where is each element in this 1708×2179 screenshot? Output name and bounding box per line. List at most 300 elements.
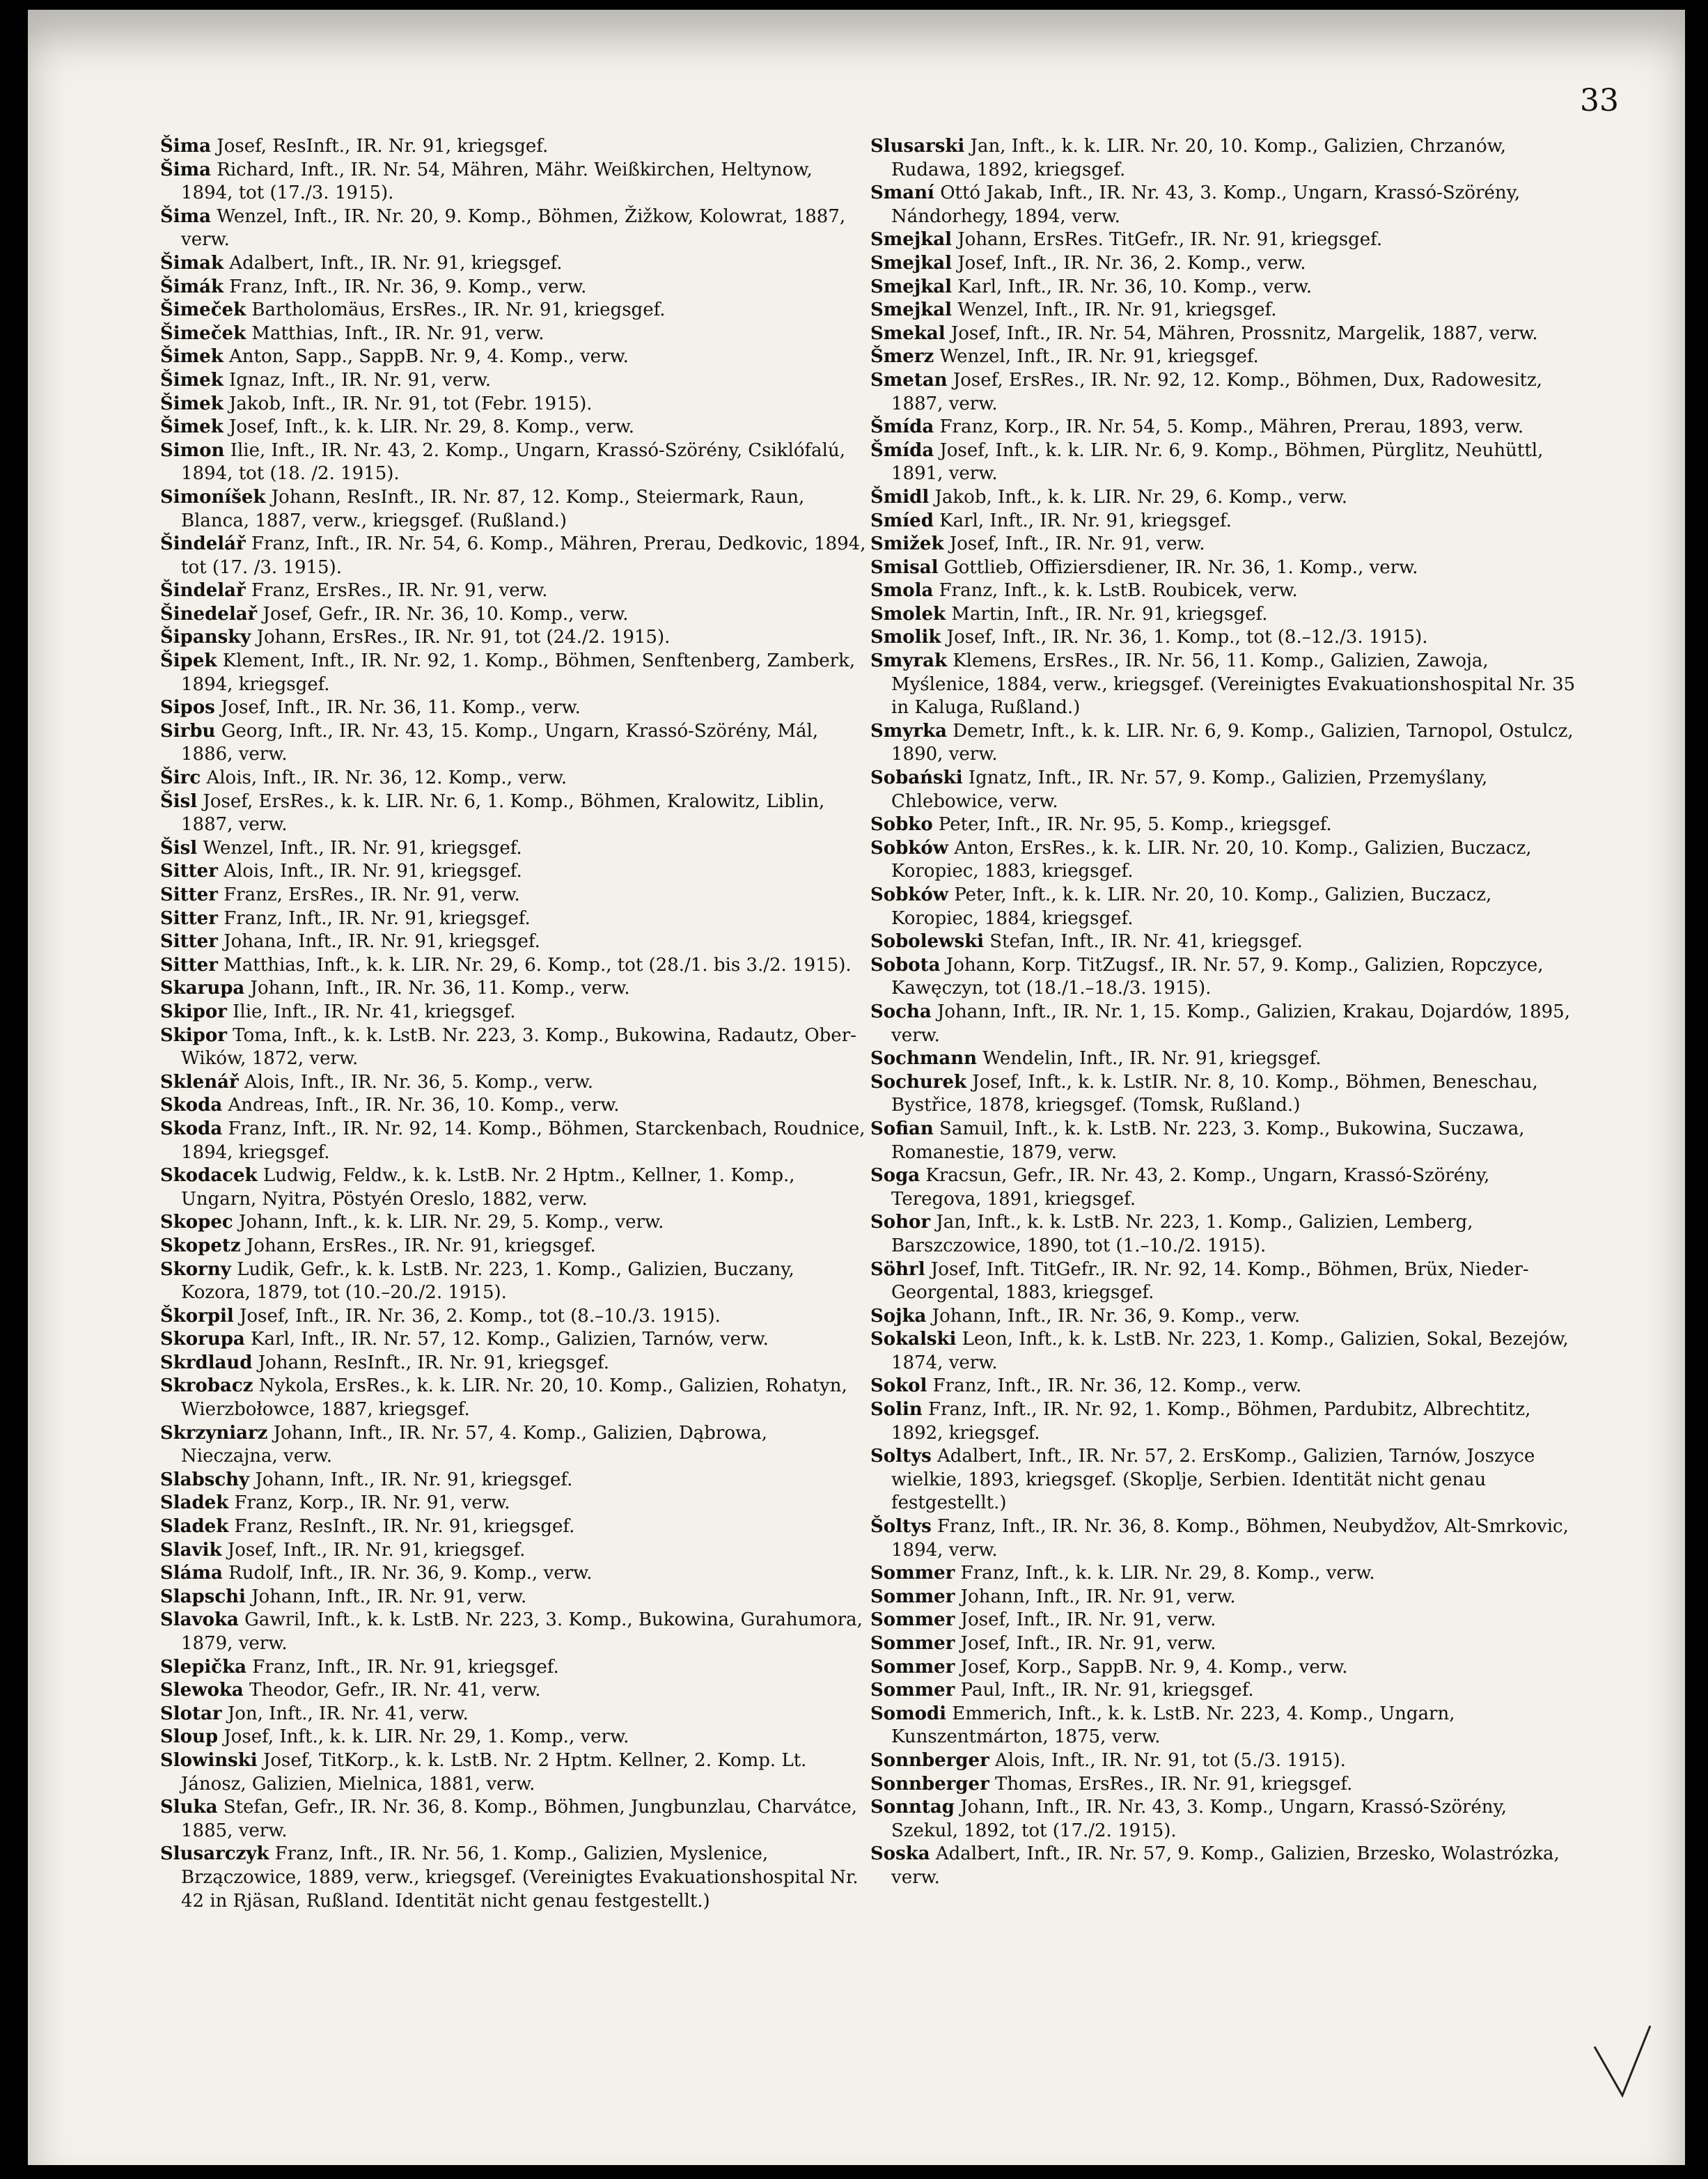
entry-details: Ilie, Inft., IR. Nr. 41, kriegsgef. [233, 1001, 516, 1022]
entry-details: Franz, Inft., IR. Nr. 36, 12. Komp., verw. [932, 1375, 1302, 1397]
right-column [870, 135, 1577, 1890]
entry-surname: Sommer [870, 1633, 955, 1654]
entry-details: Alois, Inft., IR. Nr. 91, tot (5./3. 1915). [995, 1749, 1346, 1771]
list-item [870, 930, 1577, 954]
entry-details: Franz, Inft., IR. Nr. 36, 8. Komp., Böhmen, Neubydžov, Alt-Smrkovic, 1894, verw. [891, 1516, 1569, 1561]
entry-details: Johann, Inft., IR. Nr. 91, verw. [251, 1586, 527, 1607]
entry-surname: Skrdlaud [160, 1352, 253, 1373]
list-item [870, 1796, 1577, 1843]
list-item [870, 1703, 1577, 1749]
entry-details: Wenzel, Inft., IR. Nr. 20, 9. Komp., Böhmen, Žižkow, Kolowrat, 1887, verw. [181, 205, 846, 251]
entry-details: Josef, Inft., IR. Nr. 54, Mähren, Prossnitz, Margelik, 1887, verw. [950, 322, 1538, 344]
entry-details: Josef, Inft. TitGefr., IR. Nr. 92, 14. Komp., Böhmen, Brüx, Nieder-Georgental, 1883, kriegsgef. [891, 1258, 1529, 1304]
entry-surname: Sirbu [160, 720, 216, 742]
entry-surname: Smejkal [870, 276, 952, 297]
list-item [160, 1375, 867, 1421]
pencil-mark-icon [1588, 2019, 1657, 2102]
entry-surname: Slewoka [160, 1680, 244, 1701]
entry-surname: Smaní [870, 182, 934, 204]
entry-details: Gottlieb, Offiziersdiener, IR. Nr. 36, 1. Komp., verw. [943, 556, 1418, 578]
list-item [870, 1843, 1577, 1889]
entry-surname: Šisl [160, 790, 198, 812]
list-item [160, 299, 867, 322]
entry-details: Josef, ErsRes., k. k. LIR. Nr. 6, 1. Komp., Böhmen, Kralowitz, Liblin, 1887, verw. [181, 790, 825, 836]
list-item [870, 276, 1577, 299]
entry-details: Richard, Inft., IR. Nr. 54, Mähren, Mähr. Weißkirchen, Heltynow, 1894, tot (17./3. 1915). [181, 159, 813, 204]
entry-details: Klement, Inft., IR. Nr. 92, 1. Komp., Böhmen, Senftenberg, Zamberk, 1894, kriegsgef. [181, 650, 856, 695]
entry-surname: Šipansky [160, 627, 251, 648]
entry-surname: Skodacek [160, 1165, 258, 1187]
entry-surname: Simoníšek [160, 486, 266, 508]
entry-details: Johann, ResInft., IR. Nr. 87, 12. Komp., Steiermark, Raun, Blanca, 1887, verw., kriegsgef. (Rußland.) [181, 486, 805, 531]
entry-details: Johann, Korp. TitZugsf., IR. Nr. 57, 9. Komp., Galizien, Ropczyce, Kawęczyn, tot (18./1.–18./3. 1915). [891, 954, 1544, 999]
list-item [870, 603, 1577, 627]
entry-details: Josef, ErsRes., IR. Nr. 92, 12. Komp., Böhmen, Dux, Radowesitz, 1887, verw. [891, 369, 1542, 414]
entry-surname: Skrobacz [160, 1375, 253, 1397]
list-item [160, 626, 867, 650]
list-item [160, 1352, 867, 1375]
entry-surname: Šimak [160, 252, 224, 274]
list-item [160, 159, 867, 205]
list-item [870, 1375, 1577, 1398]
entry-surname: Šmída [870, 416, 934, 438]
entry-details: Wenzel, Inft., IR. Nr. 91, kriegsgef. [957, 299, 1277, 321]
entry-details: Johann, ResInft., IR. Nr. 91, kriegsgef. [258, 1352, 609, 1373]
list-item [870, 182, 1577, 228]
entry-surname: Sluka [160, 1797, 218, 1818]
entry-details: Martin, Inft., IR. Nr. 91, kriegsgef. [951, 603, 1268, 625]
entry-details: Alois, Inft., IR. Nr. 36, 5. Komp., verw. [244, 1071, 594, 1093]
entry-details: Kracsun, Gefr., IR. Nr. 43, 2. Komp., Ungarn, Krassó-Szörény, Teregova, 1891, kriegsgef. [891, 1165, 1490, 1210]
entry-surname: Slabschy [160, 1469, 250, 1490]
entry-surname: Somodi [870, 1703, 947, 1724]
list-item [870, 1679, 1577, 1703]
entry-surname: Slepička [160, 1656, 246, 1678]
entry-surname: Smejkal [870, 252, 952, 274]
list-item [870, 1656, 1577, 1680]
entry-surname: Šimek [160, 416, 224, 438]
entry-surname: Sokol [870, 1375, 927, 1397]
list-item [160, 1796, 867, 1843]
list-item [160, 720, 867, 767]
list-item [160, 369, 867, 393]
entry-surname: Sonnberger [870, 1773, 989, 1795]
list-item [160, 439, 867, 486]
entry-details: Demetr, Inft., k. k. LIR. Nr. 6, 9. Komp., Galizien, Tarnopol, Ostulcz, 1890, verw. [891, 720, 1574, 765]
entry-surname: Smetan [870, 369, 948, 391]
list-item [870, 1562, 1577, 1586]
list-item [160, 1328, 867, 1352]
entry-details: Franz, ErsRes., IR. Nr. 91, verw. [224, 884, 520, 905]
list-item [160, 1422, 867, 1469]
list-item [160, 696, 867, 720]
entry-details: Wenzel, Inft., IR. Nr. 91, kriegsgef. [939, 346, 1259, 368]
entry-details: Karl, Inft., IR. Nr. 36, 10. Komp., verw. [957, 276, 1313, 297]
entry-surname: Sladek [160, 1492, 229, 1514]
entry-details: Josef, TitKorp., k. k. LstB. Nr. 2 Hptm. Kellner, 2. Komp. Lt. Jánosz, Galizien, Mielnica, 1881, verw. [181, 1749, 807, 1795]
list-item [160, 767, 867, 790]
entry-details: Johann, Inft., IR. Nr. 43, 3. Komp., Ungarn, Krassó-Szörény, Szekul, 1892, tot (17./2. 1915). [891, 1797, 1507, 1841]
entry-details: Alois, Inft., IR. Nr. 36, 12. Komp., verw. [206, 767, 567, 789]
entry-details: Franz, Inft., k. k. LstB. Roubicek, verw. [939, 580, 1298, 602]
list-item [870, 369, 1577, 416]
list-item [160, 1515, 867, 1539]
list-item [160, 1586, 867, 1609]
list-item [160, 1118, 867, 1164]
entry-details: Bartholomäus, ErsRes., IR. Nr. 91, kriegsgef. [251, 299, 666, 321]
entry-surname: Sofian [870, 1118, 934, 1139]
entry-surname: Soltys [870, 1446, 932, 1467]
entry-surname: Šimák [160, 276, 224, 297]
entry-details: Karl, Inft., IR. Nr. 91, kriegsgef. [939, 510, 1232, 531]
entry-details: Franz, Korp., IR. Nr. 54, 5. Komp., Mähren, Prerau, 1893, verw. [939, 416, 1524, 438]
list-item [160, 1164, 867, 1211]
list-item [160, 1656, 867, 1680]
entry-surname: Solin [870, 1399, 923, 1421]
entry-details: Matthias, Inft., k. k. LIR. Nr. 29, 6. Komp., tot (28./1. bis 3./2. 1915). [224, 954, 852, 976]
entry-details: Josef, Inft., IR. Nr. 91, verw. [949, 533, 1205, 555]
list-item [870, 1586, 1577, 1609]
entry-surname: Šimeček [160, 299, 246, 321]
entry-surname: Simon [160, 439, 225, 461]
entry-surname: Skarupa [160, 978, 245, 999]
list-item [870, 626, 1577, 650]
list-item [160, 1492, 867, 1515]
list-item [160, 393, 867, 416]
entry-details: Johann, Inft., IR. Nr. 36, 11. Komp., verw. [250, 978, 630, 999]
entry-details: Ludwig, Feldw., k. k. LstB. Nr. 2 Hptm., Kellner, 1. Komp., Ungarn, Nyitra, Pöstyén Oreslo, 1882, verw. [181, 1165, 795, 1210]
list-item [160, 135, 867, 159]
list-item [870, 1305, 1577, 1329]
entry-surname: Sobków [870, 884, 949, 905]
entry-surname: Smisal [870, 556, 939, 578]
entry-details: Alois, Inft., IR. Nr. 91, kriegsgef. [224, 861, 522, 882]
left-column [160, 135, 867, 1913]
entry-details: Franz, Korp., IR. Nr. 91, verw. [234, 1492, 510, 1514]
list-item [870, 1398, 1577, 1445]
entry-surname: Šindelář [160, 533, 246, 555]
list-item [870, 135, 1577, 182]
entry-surname: Smolek [870, 603, 946, 625]
entry-surname: Šimek [160, 393, 224, 414]
list-item [870, 579, 1577, 603]
entry-details: Josef, Inft., k. k. LstIR. Nr. 8, 10. Komp., Böhmen, Beneschau, Bystřice, 1878, kriegsgef. (Tomsk, Rußland.) [891, 1071, 1538, 1116]
entry-details: Franz, ErsRes., IR. Nr. 91, verw. [251, 580, 548, 602]
entry-details: Franz, Inft., IR. Nr. 91, kriegsgef. [224, 907, 531, 929]
entry-surname: Sonntag [870, 1797, 955, 1818]
entry-details: Franz, Inft., IR. Nr. 56, 1. Komp., Galizien, Myslenice, Brzączowice, 1889, verw., kriegsgef. (Vereinigtes Evakuationshospital Nr. 42 in Rjäsan, Rußland. Identität nicht genau festgestellt.) [181, 1843, 859, 1912]
list-item [160, 1539, 867, 1563]
list-item [160, 1024, 867, 1071]
entry-details: Toma, Inft., k. k. LstB. Nr. 223, 3. Komp., Bukowina, Radautz, Ober-Wików, 1872, verw. [181, 1024, 856, 1070]
entry-details: Adalbert, Inft., IR. Nr. 57, 2. ErsKomp., Galizien, Tarnów, Joszyce wielkie, 1893, kriegsgef. (Skoplje, Serbien. Identität nicht genau festgestellt.) [891, 1446, 1535, 1514]
entry-surname: Šisl [160, 837, 198, 859]
entry-details: Adalbert, Inft., IR. Nr. 57, 9. Komp., Galizien, Brzesko, Wolastrózka, verw. [891, 1843, 1560, 1888]
list-item [870, 1211, 1577, 1258]
list-item [870, 884, 1577, 930]
entry-surname: Sochmann [870, 1048, 978, 1070]
entry-details: Thomas, ErsRes., IR. Nr. 91, kriegsgef. [995, 1773, 1353, 1795]
list-item [870, 1328, 1577, 1375]
entry-surname: Šima [160, 159, 212, 180]
entry-details: Wenzel, Inft., IR. Nr. 91, kriegsgef. [203, 837, 522, 859]
entry-details: Gawril, Inft., k. k. LstB. Nr. 223, 3. Komp., Bukowina, Gurahumora, 1879, verw. [181, 1609, 863, 1654]
entry-surname: Slavik [160, 1539, 222, 1561]
list-item [870, 1749, 1577, 1773]
list-item [870, 1118, 1577, 1164]
entry-surname: Soga [870, 1165, 920, 1187]
entry-details: Stefan, Inft., IR. Nr. 41, kriegsgef. [989, 931, 1303, 953]
list-item [870, 1071, 1577, 1118]
entry-surname: Smejkal [870, 299, 952, 321]
entry-surname: Šimek [160, 346, 224, 368]
entry-surname: Smolik [870, 627, 941, 648]
list-item [870, 510, 1577, 533]
entry-surname: Sklenář [160, 1071, 239, 1093]
entry-details: Johann, Inft., IR. Nr. 36, 9. Komp., verw. [932, 1305, 1301, 1327]
list-item [870, 1001, 1577, 1047]
list-item [870, 767, 1577, 813]
entry-details: Theodor, Gefr., IR. Nr. 41, verw. [249, 1680, 541, 1701]
list-item [160, 1094, 867, 1118]
list-item [160, 486, 867, 533]
entry-details: Franz, Inft., IR. Nr. 91, kriegsgef. [252, 1656, 559, 1678]
list-item [870, 720, 1577, 767]
entry-surname: Smyrak [870, 650, 947, 672]
entry-surname: Sobota [870, 954, 941, 976]
entry-details: Jan, Inft., k. k. LIR. Nr. 20, 10. Komp., Galizien, Chrzanów, Rudawa, 1892, kriegsgef. [891, 136, 1507, 180]
entry-surname: Sommer [870, 1563, 955, 1584]
entry-surname: Šmerz [870, 346, 934, 368]
entry-details: Wendelin, Inft., IR. Nr. 91, kriegsgef. [982, 1048, 1322, 1070]
entry-details: Josef, ResInft., IR. Nr. 91, kriegsgef. [217, 136, 549, 157]
list-item [870, 1258, 1577, 1305]
entry-details: Franz, Inft., IR. Nr. 92, 14. Komp., Böhmen, Starckenbach, Roudnice, 1894, kriegsgef. [181, 1118, 865, 1163]
entry-surname: Šimek [160, 369, 224, 391]
entry-surname: Šipek [160, 650, 217, 672]
list-item [160, 579, 867, 603]
entry-surname: Sommer [870, 1680, 955, 1701]
entry-surname: Sitter [160, 954, 218, 976]
page-number: 33 [1580, 83, 1619, 118]
entry-surname: Sobko [870, 814, 933, 836]
entry-surname: Skipor [160, 1024, 227, 1046]
list-item [870, 345, 1577, 369]
list-item [160, 884, 867, 907]
list-item [160, 1001, 867, 1024]
entry-details: Josef, Inft., k. k. LIR. Nr. 6, 9. Komp., Böhmen, Pürglitz, Neuhüttl, 1891, verw. [891, 439, 1544, 485]
list-item [870, 954, 1577, 1001]
entry-details: Josef, Inft., IR. Nr. 36, 2. Komp., verw. [957, 252, 1306, 274]
entry-surname: Šimeček [160, 322, 246, 344]
list-item [160, 1258, 867, 1305]
list-item [160, 1211, 867, 1235]
list-item [160, 603, 867, 627]
entry-surname: Skorny [160, 1258, 231, 1280]
entry-details: Andreas, Inft., IR. Nr. 36, 10. Komp., verw. [228, 1095, 620, 1116]
entry-surname: Skopetz [160, 1235, 241, 1256]
entry-details: Samuil, Inft., k. k. LstB. Nr. 223, 3. Komp., Bukowina, Suczawa, Romanestie, 1879, verw. [891, 1118, 1525, 1163]
list-item [160, 1749, 867, 1796]
entry-details: Adalbert, Inft., IR. Nr. 91, kriegsgef. [229, 252, 563, 274]
entry-surname: Smola [870, 580, 934, 602]
entry-surname: Skrzyniarz [160, 1422, 268, 1444]
entry-details: Josef, Inft., IR. Nr. 91, kriegsgef. [227, 1539, 526, 1561]
entry-details: Jakob, Inft., IR. Nr. 91, tot (Febr. 1915). [229, 393, 593, 414]
entry-details: Ignatz, Inft., IR. Nr. 57, 9. Komp., Galizien, Przemyślany, Chlebowice, verw. [891, 767, 1488, 812]
list-item [160, 1609, 867, 1655]
entry-surname: Šoltys [870, 1516, 932, 1538]
list-item [160, 205, 867, 252]
entry-details: Franz, Inft., k. k. LIR. Nr. 29, 8. Komp., verw. [960, 1563, 1375, 1584]
entry-details: Peter, Inft., k. k. LIR. Nr. 20, 10. Komp., Galizien, Buczacz, Koropiec, 1884, kriegsgef. [891, 884, 1492, 929]
entry-surname: Sokalski [870, 1329, 957, 1350]
entry-surname: Šima [160, 205, 212, 227]
list-item [160, 345, 867, 369]
list-item [160, 1843, 867, 1913]
entry-surname: Sommer [870, 1656, 955, 1678]
list-item [160, 860, 867, 884]
list-item [160, 1305, 867, 1329]
entry-surname: Skoda [160, 1095, 223, 1116]
list-item [870, 1164, 1577, 1211]
entry-surname: Sobański [870, 767, 963, 789]
entry-surname: Smyrka [870, 720, 947, 742]
entry-details: Johann, Inft., IR. Nr. 57, 4. Komp., Galizien, Dąbrowa, Nieczajna, verw. [181, 1422, 767, 1467]
entry-details: Johann, Inft., k. k. LIR. Nr. 29, 5. Komp., verw. [238, 1212, 664, 1233]
entry-surname: Sitter [160, 884, 218, 905]
list-item [870, 486, 1577, 510]
list-item [160, 907, 867, 931]
entry-details: Georg, Inft., IR. Nr. 43, 15. Komp., Ungarn, Krassó-Szörény, Mál, 1886, verw. [181, 720, 819, 765]
list-item [870, 322, 1577, 346]
list-item [160, 1726, 867, 1749]
entry-details: Ignaz, Inft., IR. Nr. 91, verw. [229, 369, 492, 391]
list-item [160, 954, 867, 978]
entry-surname: Sobolewski [870, 931, 984, 953]
entry-details: Josef, Gefr., IR. Nr. 36, 10. Komp., verw. [263, 603, 629, 625]
entry-details: Jakob, Inft., k. k. LIR. Nr. 29, 6. Komp., verw. [934, 486, 1348, 508]
list-item [870, 556, 1577, 580]
list-item [160, 322, 867, 346]
list-item [160, 837, 867, 861]
entry-surname: Socha [870, 1001, 932, 1022]
list-item [160, 1562, 867, 1586]
entry-surname: Sloup [160, 1726, 219, 1748]
list-item [160, 790, 867, 837]
list-item [870, 1773, 1577, 1797]
entry-details: Rudolf, Inft., IR. Nr. 36, 9. Komp., verw. [228, 1563, 593, 1584]
entry-details: Johann, Inft., IR. Nr. 91, verw. [960, 1586, 1236, 1607]
entry-surname: Sitter [160, 931, 218, 953]
entry-surname: Skoda [160, 1118, 223, 1139]
list-item [870, 1047, 1577, 1071]
list-item [870, 1632, 1577, 1656]
entry-surname: Slavoka [160, 1609, 239, 1631]
entry-details: Anton, ErsRes., k. k. LIR. Nr. 20, 10. Komp., Galizien, Buczacz, Koropiec, 1883, kriegsgef. [891, 837, 1532, 882]
entry-details: Franz, Inft., IR. Nr. 36, 9. Komp., verw. [229, 276, 587, 297]
list-item [160, 1679, 867, 1703]
entry-details: Jon, Inft., IR. Nr. 41, verw. [227, 1703, 469, 1724]
entry-surname: Sipos [160, 697, 215, 719]
list-item [160, 252, 867, 276]
entry-surname: Slotar [160, 1703, 222, 1724]
entry-surname: Sommer [870, 1609, 955, 1631]
list-item [160, 276, 867, 299]
entry-details: Josef, Inft., IR. Nr. 91, verw. [960, 1609, 1216, 1631]
entry-details: Stefan, Gefr., IR. Nr. 36, 8. Komp., Böhmen, Jungbunzlau, Charvátce, 1885, verw. [181, 1797, 857, 1841]
entry-surname: Sommer [870, 1586, 955, 1607]
entry-surname: Smíed [870, 510, 934, 531]
list-item [870, 837, 1577, 884]
entry-details: Karl, Inft., IR. Nr. 57, 12. Komp., Galizien, Tarnów, verw. [251, 1329, 769, 1350]
entry-surname: Škorpil [160, 1305, 234, 1327]
entry-details: Josef, Inft., k. k. LIR. Nr. 29, 8. Komp., verw. [229, 416, 635, 438]
entry-surname: Šindelař [160, 580, 246, 602]
entry-surname: Smižek [870, 533, 944, 555]
entry-details: Leon, Inft., k. k. LstB. Nr. 223, 1. Komp., Galizien, Sokal, Bezejów, 1874, verw. [891, 1329, 1569, 1373]
entry-details: Paul, Inft., IR. Nr. 91, kriegsgef. [960, 1680, 1254, 1701]
list-item [160, 1235, 867, 1258]
list-item [160, 650, 867, 696]
list-item [160, 1703, 867, 1726]
entry-surname: Sladek [160, 1516, 229, 1538]
entry-details: Nykola, ErsRes., k. k. LIR. Nr. 20, 10. Komp., Galizien, Rohatyn, Wierzbołowce, 1887, kriegsgef. [181, 1375, 847, 1421]
document-page [28, 10, 1685, 2165]
entry-surname: Sonnberger [870, 1749, 989, 1771]
entry-surname: Skipor [160, 1001, 227, 1022]
list-item [160, 416, 867, 439]
entry-surname: Sobków [870, 837, 949, 859]
list-item [870, 813, 1577, 837]
entry-details: Johann, Inft., IR. Nr. 91, kriegsgef. [255, 1469, 573, 1490]
entry-details: Ludik, Gefr., k. k. LstB. Nr. 223, 1. Komp., Galizien, Buczany, Kozora, 1879, tot (10.–20./2. 1915). [181, 1258, 794, 1304]
list-item [160, 533, 867, 579]
entry-details: Josef, Inft., IR. Nr. 91, verw. [960, 1633, 1216, 1654]
list-item [870, 1515, 1577, 1562]
entry-surname: Skopec [160, 1212, 233, 1233]
list-item [870, 650, 1577, 720]
list-item [870, 299, 1577, 322]
list-item [870, 1609, 1577, 1632]
list-item [870, 228, 1577, 252]
entry-surname: Söhrl [870, 1258, 925, 1280]
entry-surname: Širc [160, 767, 201, 789]
entry-surname: Slowinski [160, 1749, 258, 1771]
entry-details: Johana, Inft., IR. Nr. 91, kriegsgef. [224, 931, 540, 953]
list-item [160, 977, 867, 1001]
entry-surname: Soska [870, 1843, 930, 1865]
entry-details: Johann, ErsRes., IR. Nr. 91, tot (24./2. 1915). [256, 627, 671, 648]
entry-surname: Sojka [870, 1305, 927, 1327]
list-item [870, 533, 1577, 556]
entry-surname: Sochurek [870, 1071, 967, 1093]
entry-surname: Smejkal [870, 229, 952, 251]
entry-surname: Skorupa [160, 1329, 245, 1350]
entry-details: Josef, Korp., SappB. Nr. 9, 4. Komp., verw. [960, 1656, 1348, 1678]
entry-details: Ilie, Inft., IR. Nr. 43, 2. Komp., Ungarn, Krassó-Szörény, Csiklófalú, 1894, tot (18. /2. 1915). [181, 439, 845, 485]
entry-details: Jan, Inft., k. k. LstB. Nr. 223, 1. Komp., Galizien, Lemberg, Barszczowice, 1890, tot (1.–10./2. 1915). [891, 1212, 1473, 1256]
entry-details: Josef, Inft., IR. Nr. 36, 11. Komp., verw. [221, 697, 581, 719]
entry-details: Josef, Inft., IR. Nr. 36, 2. Komp., tot (8.–10./3. 1915). [240, 1305, 721, 1327]
entry-surname: Sitter [160, 861, 218, 882]
entry-details: Johann, Inft., IR. Nr. 1, 15. Komp., Galizien, Krakau, Dojardów, 1895, verw. [891, 1001, 1570, 1046]
entry-details: Johann, ErsRes. TitGefr., IR. Nr. 91, kriegsgef. [957, 229, 1383, 251]
entry-surname: Šima [160, 136, 212, 157]
entry-details: Franz, Inft., IR. Nr. 92, 1. Komp., Böhmen, Pardubitz, Albrechtitz, 1892, kriegsgef. [891, 1399, 1531, 1444]
entry-surname: Slusarczyk [160, 1843, 269, 1865]
entry-surname: Smekal [870, 322, 946, 344]
